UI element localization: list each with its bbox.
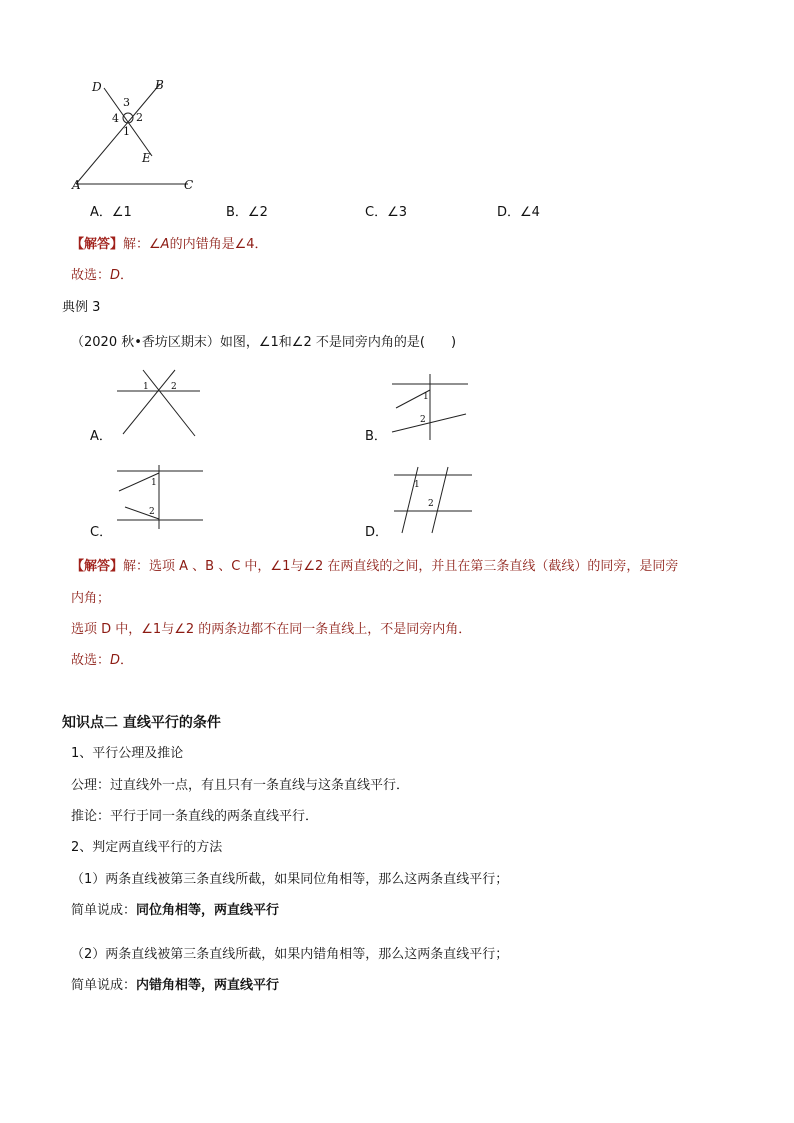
figure-b: [390, 372, 470, 442]
label-e: E: [142, 151, 151, 165]
example3-option-d: D．: [365, 525, 389, 540]
option-a: A．∠1: [90, 205, 132, 220]
example3-option-c: C．: [90, 525, 113, 540]
solution-prefix: 解：: [123, 237, 150, 252]
fig-a-label-1: 1: [143, 382, 149, 392]
q3-choice-letter: D: [110, 653, 121, 668]
q3-solution-tag: 【解答】: [71, 559, 124, 574]
label-1: 1: [123, 125, 130, 138]
example3-option-a: A．: [90, 429, 112, 444]
example3-heading: 典例 3: [62, 300, 101, 315]
solution-var-a: ∠A: [149, 237, 170, 252]
label-d: D: [92, 80, 102, 94]
option-b: B．∠2: [226, 205, 268, 220]
choice-letter: D: [110, 268, 121, 283]
q3-solution-text1: 解：选项 A 、B 、C 中，∠1与∠2 在两直线的之间，并且在第三条直线（截线）的同旁，是同旁: [123, 559, 679, 574]
section2-corollary: 推论：平行于同一条直线的两条直线平行．: [71, 809, 319, 824]
q2-choice-line: [71, 268, 133, 284]
angle-figure: [60, 72, 210, 196]
section2-item2: 2、判定两直线平行的方法: [71, 840, 223, 855]
choice-suffix: ．: [120, 268, 134, 283]
label-c: C: [184, 178, 194, 192]
figure-d: [392, 463, 474, 535]
section2-method2-short: [71, 978, 279, 994]
option-c: C．∠3: [365, 205, 408, 220]
method1-short-bold: 同位角相等，两直线平行: [136, 903, 280, 918]
label-3: 3: [123, 96, 130, 109]
example3-question: （2020 秋•香坊区期末）如图，∠1和∠2 不是同旁内角的是( ): [71, 335, 457, 350]
method2-short-bold: 内错角相等，两直线平行: [136, 978, 280, 993]
fig-c-label-2: 2: [149, 507, 155, 517]
example3-option-b: B．: [365, 429, 387, 444]
q3-choice-prefix: 故选：: [71, 653, 111, 668]
label-2: 2: [136, 111, 143, 124]
q3-choice-suffix: ．: [120, 653, 134, 668]
section2-method1: （1）两条直线被第三条直线所截，如果同位角相等，那么这两条直线平行；: [71, 872, 509, 887]
fig-a-label-2: 2: [171, 382, 177, 392]
label-a: A: [72, 178, 81, 192]
fig-b-label-1: 1: [423, 392, 429, 402]
q3-solution-line2: 内角；: [71, 591, 111, 606]
fig-b-label-2: 2: [420, 415, 426, 425]
method1-short-label: 简单说成：: [71, 903, 137, 918]
choice-prefix: 故选：: [71, 268, 111, 283]
figure-c: [115, 463, 205, 531]
q3-choice-line: [71, 653, 133, 669]
label-4: 4: [112, 112, 119, 125]
fig-d-label-1: 1: [414, 480, 420, 490]
solution-text: 的内错角是∠4．: [169, 237, 268, 252]
method2-short-label: 简单说成：: [71, 978, 137, 993]
section2-method2: （2）两条直线被第三条直线所截，如果内错角相等，那么这两条直线平行；: [71, 947, 509, 962]
q2-solution-line: [71, 237, 268, 253]
fig-d-label-2: 2: [428, 499, 434, 509]
label-b: B: [155, 78, 164, 92]
section2-heading: 知识点二 直线平行的条件: [62, 715, 221, 731]
section2-method1-short: [71, 903, 279, 919]
solution-tag: 【解答】: [71, 237, 124, 252]
line-ab: [76, 84, 160, 184]
figure-a: [115, 368, 205, 440]
q3-solution-line3: 选项 D 中，∠1与∠2 的两条边都不在同一条直线上，不是同旁内角．: [71, 622, 472, 637]
q3-solution-line1: [71, 559, 678, 575]
section2-item1: 1、平行公理及推论: [71, 746, 184, 761]
option-d: D．∠4: [497, 205, 540, 220]
section2-axiom: 公理：过直线外一点，有且只有一条直线与这条直线平行．: [71, 778, 410, 793]
fig-c-label-1: 1: [151, 478, 157, 488]
